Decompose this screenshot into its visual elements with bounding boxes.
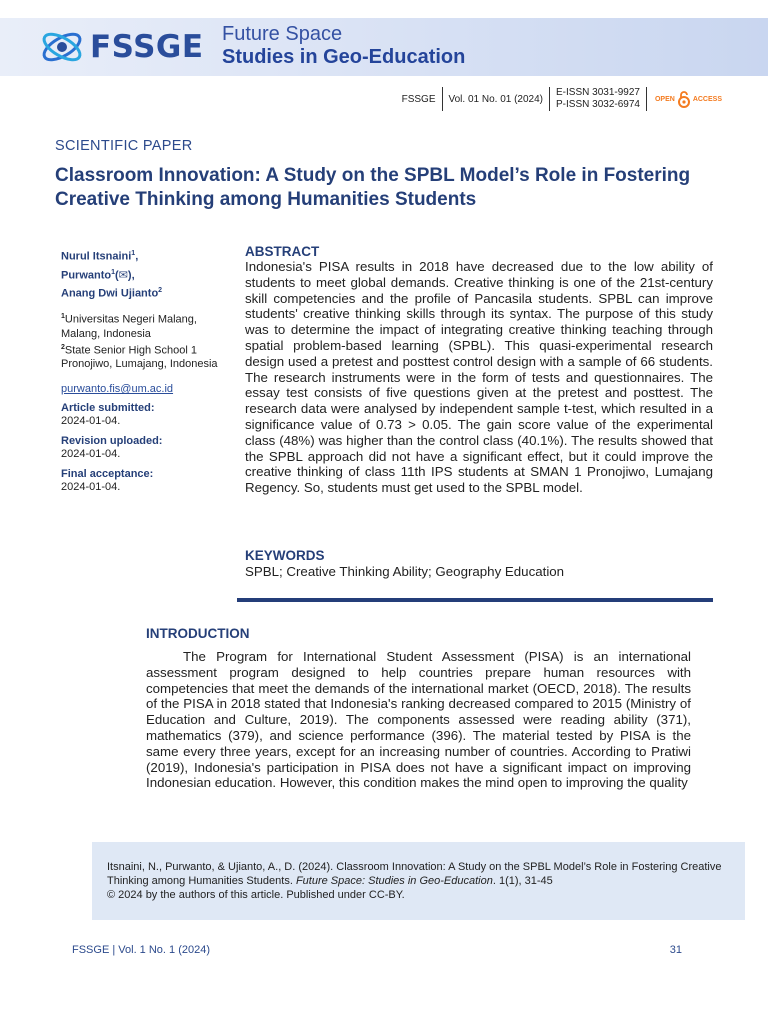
fssge-logo-icon — [38, 24, 86, 70]
abstract-text: Indonesia's PISA results in 2018 have decreased due to the low ability of students to meet global demands. Creative thinking is one of the 21st-century skill competencies and the profile of Pancasila students. SPBL can improve students' creative thinking skills through its syntax. The purpose of this study was to determine the impact of integrating creative thinking teaching through spatial problem-based learning (SPBL). This quasi-experimental research design used a pretest and posttest control design with a sample of 66 students. The research instruments were in the form of tests and questionnaires. The essay test consists of five questions given at the pretest and posttest. The research data were analysed by independent sample t-test, which resulted in a significance value of 0.73 > 0.05. The gain score value of the experimental class (48%) was higher than the control class (40.1%). The results showed that the SPBL approach did not have a significant effect, but it could improve the creative thinking of class 11th IPS students at SMAN 1 Pronojiwo, Lumajang Regency. So, students must get used to the SPBL model. — [245, 259, 713, 496]
issn-block — [556, 87, 640, 111]
journal-meta — [402, 86, 722, 112]
journal-logo — [38, 24, 204, 70]
revision-date: 2024-01-04. — [61, 448, 121, 461]
author-name: Anang Dwi Ujianto — [61, 287, 159, 300]
author-sup: 2 — [158, 287, 163, 295]
citation-main: Itsnaini, N., Purwanto, & Ujianto, A., D. (2024). Classroom Innovation: A Study on the SPBL Model’s Role in Fostering Creative Thinking among Humanities Students. — [107, 861, 722, 887]
abstract-section — [245, 244, 713, 496]
journal-title-line1: Future Space — [222, 23, 343, 45]
footer-issue: Vol. 1 No. 1 (2024) — [118, 944, 211, 956]
corresponding-email-link[interactable]: purwanto.fis@um.ac.id — [61, 383, 174, 396]
divider — [442, 87, 443, 111]
introduction-heading: INTRODUCTION — [146, 626, 250, 641]
journal-title — [222, 23, 465, 69]
corresponding-mail-icon: (✉) — [115, 269, 132, 282]
affil-sup: 2 — [61, 343, 65, 351]
paper-type: SCIENTIFIC PAPER — [55, 138, 193, 154]
journal-title-line2: Studies in Geo-Education — [222, 46, 466, 68]
oa-right: ACCESS — [692, 95, 722, 103]
divider — [646, 87, 647, 111]
page-number: 31 — [669, 944, 682, 956]
keywords-text: SPBL; Creative Thinking Ability; Geography Education — [245, 564, 565, 579]
acceptance-label: Final acceptance: — [61, 468, 154, 481]
footer-left: FSSGE | Vol. 1 No. 1 (2024) — [72, 944, 211, 956]
open-access-badge — [655, 90, 722, 108]
keywords-section — [245, 548, 713, 579]
author-sup: 1 — [131, 250, 136, 257]
citation-license: © 2024 by the authors of this article. Published under CC-BY. — [107, 889, 405, 901]
paper-title: Classroom Innovation: A Study on the SPBL Model’s Role in Fostering Creative Thinking among Humanities Students — [55, 165, 691, 210]
section-divider — [237, 598, 713, 602]
author-name: Purwanto — [61, 269, 112, 282]
oa-left: OPEN — [654, 95, 675, 103]
author-name: Nurul Itsnaini — [61, 250, 132, 263]
pissn: P-ISSN 3032-6974 — [556, 99, 640, 110]
logo-text: FSSGE — [90, 29, 204, 65]
affiliation: State Senior High School 1 Pronojiwo, Lumajang, Indonesia — [61, 344, 218, 371]
affiliations — [61, 310, 231, 371]
abstract-heading: ABSTRACT — [245, 244, 320, 259]
author-list: Nurul Itsnaini$^1$, Purwanto$^1$(✉), Anang Dwi Ujianto$^2$ — [61, 250, 163, 300]
page-footer — [72, 944, 682, 956]
citation-box — [92, 842, 745, 920]
submitted-date: 2024-01-04. — [61, 415, 121, 428]
citation-pages: . 1(1), 31-45 — [492, 875, 553, 887]
acceptance-date: 2024-01-04. — [61, 481, 121, 494]
eissn: E-ISSN 3031-9927 — [556, 87, 640, 98]
submitted-label: Article submitted: — [61, 402, 155, 415]
author-sup: 1 — [111, 268, 116, 276]
revision-label: Revision uploaded: — [61, 435, 163, 448]
affiliation: Universitas Negeri Malang, Malang, Indonesia — [61, 313, 197, 340]
footer-abbrev: FSSGE — [72, 944, 110, 956]
affil-sup: 1 — [61, 312, 65, 320]
keywords-heading: KEYWORDS — [245, 548, 325, 563]
meta-abbrev: FSSGE — [401, 93, 436, 105]
meta-volume: Vol. 01 No. 01 (2024) — [448, 93, 544, 105]
introduction-section — [146, 626, 691, 791]
citation-journal: Future Space: Studies in Geo-Education — [295, 875, 493, 887]
author-info — [61, 246, 231, 494]
divider — [549, 87, 550, 111]
introduction-text: The Program for International Student Assessment (PISA) is an international assessment program designed to help countries prepare human resources with competencies that meet the demands of the international market (OECD, 2018). The results of the PISA in 2018 stated that Indonesia's ranking decreased compared to 2015 (Ministry of Education and Culture, 2019). The components assessed were reading ability (371), mathematics (379), and science performance (396). The material tested by PISA is the same every three years, except for an increasing number of countries. According to Pratiwi (2019), Indonesia's participation in PISA does not have a significant impact on improving Indonesian education. However, this condition makes the mind open to improving the quality — [146, 649, 691, 791]
citation-text — [107, 860, 737, 902]
journal-banner — [0, 18, 768, 76]
open-lock-icon — [677, 90, 691, 108]
